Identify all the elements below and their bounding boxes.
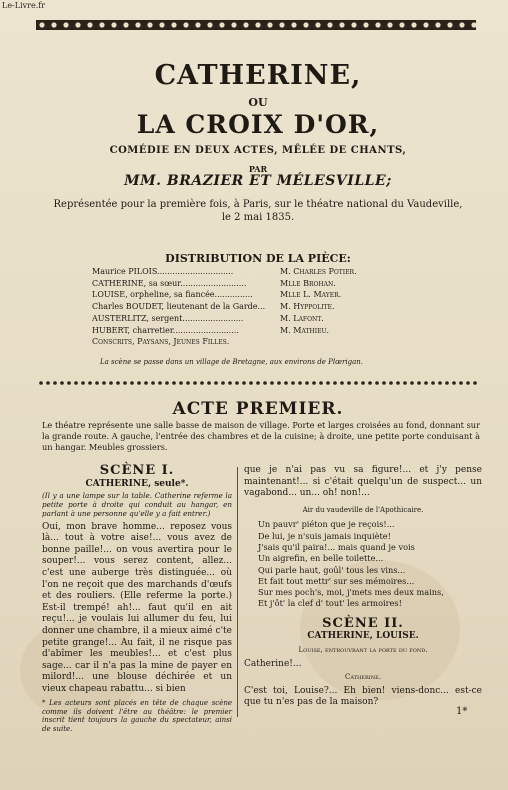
- cast-row: HUBERT, charretier.......................... M. Mathieu.: [92, 325, 330, 335]
- footnote: * Les acteurs sont placés en tête de chaque scène comme ils doivent l'être au théâtre: le premier inscrit tient toujours la gauche du spectateur, ainsi de suite.: [42, 699, 232, 733]
- scene-characters: CATHERINE, LOUISE.: [307, 631, 419, 642]
- verse-line: Et fait tout mettr' sur ses mémoires...: [258, 575, 415, 586]
- scene-heading: SCÈNE II.: [322, 615, 404, 631]
- speaker-name: Catherine.: [344, 673, 382, 682]
- ornamental-header-border: [36, 17, 476, 33]
- cast-row: CATHERINE, sa sœur.......................... Mlle Brohan.: [92, 278, 336, 288]
- cast-row: AUSTERLITZ, sergent........................ M. Lafont.: [92, 313, 324, 323]
- verse-line: De lui, je n'suis jamais inquiète!: [258, 530, 391, 541]
- dialogue-line: Catherine!...: [244, 658, 302, 669]
- cast-list: [92, 266, 452, 348]
- distribution-heading: DISTRIBUTION DE LA PIÈCE:: [165, 252, 351, 265]
- speaker-direction: Louise, entrouvrant la porte du fond.: [298, 645, 428, 654]
- by-label: PAR: [248, 164, 268, 174]
- column-rule: [237, 467, 238, 717]
- set-description: Le théatre représente une salle basse de maison de village. Porte et larges croisées au fond, donnant sur la grande route. A gauche, l'entrée des chambres et de la cuisine; à droite, une petite porte conduisant à un hangar. Meubles grossiers.: [42, 420, 480, 452]
- cast-row: Charles BOUDET, lieutenant de la Garde... M. Hyppolite.: [92, 302, 335, 312]
- premiere-note: Représentée pour la première fois, à Paris, sur le théatre national du Vaudeville,: [53, 199, 463, 210]
- play-subtitle: COMÉDIE EN DEUX ACTES, MÊLÉE DE CHANTS,: [109, 145, 407, 156]
- cast-row: Conscrits, Paysans, Jeunes Filles.: [92, 337, 230, 347]
- scene-heading: SCÈNE I.: [99, 463, 175, 478]
- verse-line: J'sais qu'il paira!... mais quand je vois: [258, 541, 415, 552]
- verse-line: Et j'ôt' la clef d' tout' les armoires!: [258, 598, 402, 609]
- song-verses: [244, 519, 482, 609]
- setting-note: La scène se passe dans un village de Bretagne, aux environs de Plœrigan.: [100, 358, 363, 366]
- monologue: Oui, mon brave homme... reposez vous là... tout à votre aise!... vous avez de bonne paille!... on vous avertira pour le souper!... vous serez content, allez... c'est une auberge très distinguée... où l'on ne reçoit que des marchands d'œufs et des rouliers. (Elle referme la porte.) Est-il trempé! ah!... faut qu'il en ait reçu!... je voulais lui allumer du feu, lui donner une chambre, il a mieux aimé c'te petite grange!... Au fait, il ne risque pas d'abîmer les meubles!... et c'est plus sage... car il n'a pas la mine de payer en milord!... une blouse déchirée et un vieux chapeau rabattu... si bien: [42, 521, 232, 694]
- title-connector: OU: [248, 96, 268, 109]
- folio-number: 1*: [456, 706, 468, 717]
- monologue-continued: que je n'ai pas vu sa figure!... et j'y pense maintenant!... si c'était quelqu'un de suspect... un vagabond... un... oh! non!...: [244, 465, 482, 499]
- scene-characters: CATHERINE, seule*.: [85, 478, 189, 489]
- left-column: [42, 465, 232, 733]
- play-alt-title: LA CROIX D'OR,: [136, 110, 380, 139]
- air-title: Air du vaudeville de l'Apothicaire.: [302, 505, 424, 514]
- right-column: [244, 465, 482, 709]
- play-title: CATHERINE,: [154, 60, 362, 91]
- verse-line: Sur mes poch's, moi, j'mets mes deux mains,: [258, 587, 444, 598]
- premiere-date: le 2 mai 1835.: [221, 212, 295, 223]
- cast-row: Maurice PILOIS.............................. M. Charles Potier.: [92, 267, 357, 276]
- act-heading: ACTE PREMIER.: [172, 399, 344, 419]
- verse-line: Un aigrefin, en belle toilette...: [258, 553, 384, 564]
- verse-line: Un pauvr' piéton que je reçois!...: [258, 519, 395, 530]
- dialogue-line: C'est toi, Louise?... Eh bien! viens-donc... est-ce que tu n'es pas de la maison?: [244, 685, 482, 708]
- ornamental-divider: [38, 377, 478, 389]
- watermark: Le-Livre.fr: [2, 1, 46, 10]
- cast-row: LOUISE, orpheline, sa fiancée............... Mlle L. Mayer.: [92, 290, 342, 300]
- authors: MM. BRAZIER ET MÉLESVILLE;: [124, 173, 392, 189]
- verse-line: Qui parle haut, goûl' tous les vins...: [258, 564, 406, 575]
- stage-direction: (Il y a une lampe sur la table. Catherine referme la petite porte à droite qui conduit au hangar, en parlant à une personne qu'elle y a fait entrer.): [42, 491, 232, 518]
